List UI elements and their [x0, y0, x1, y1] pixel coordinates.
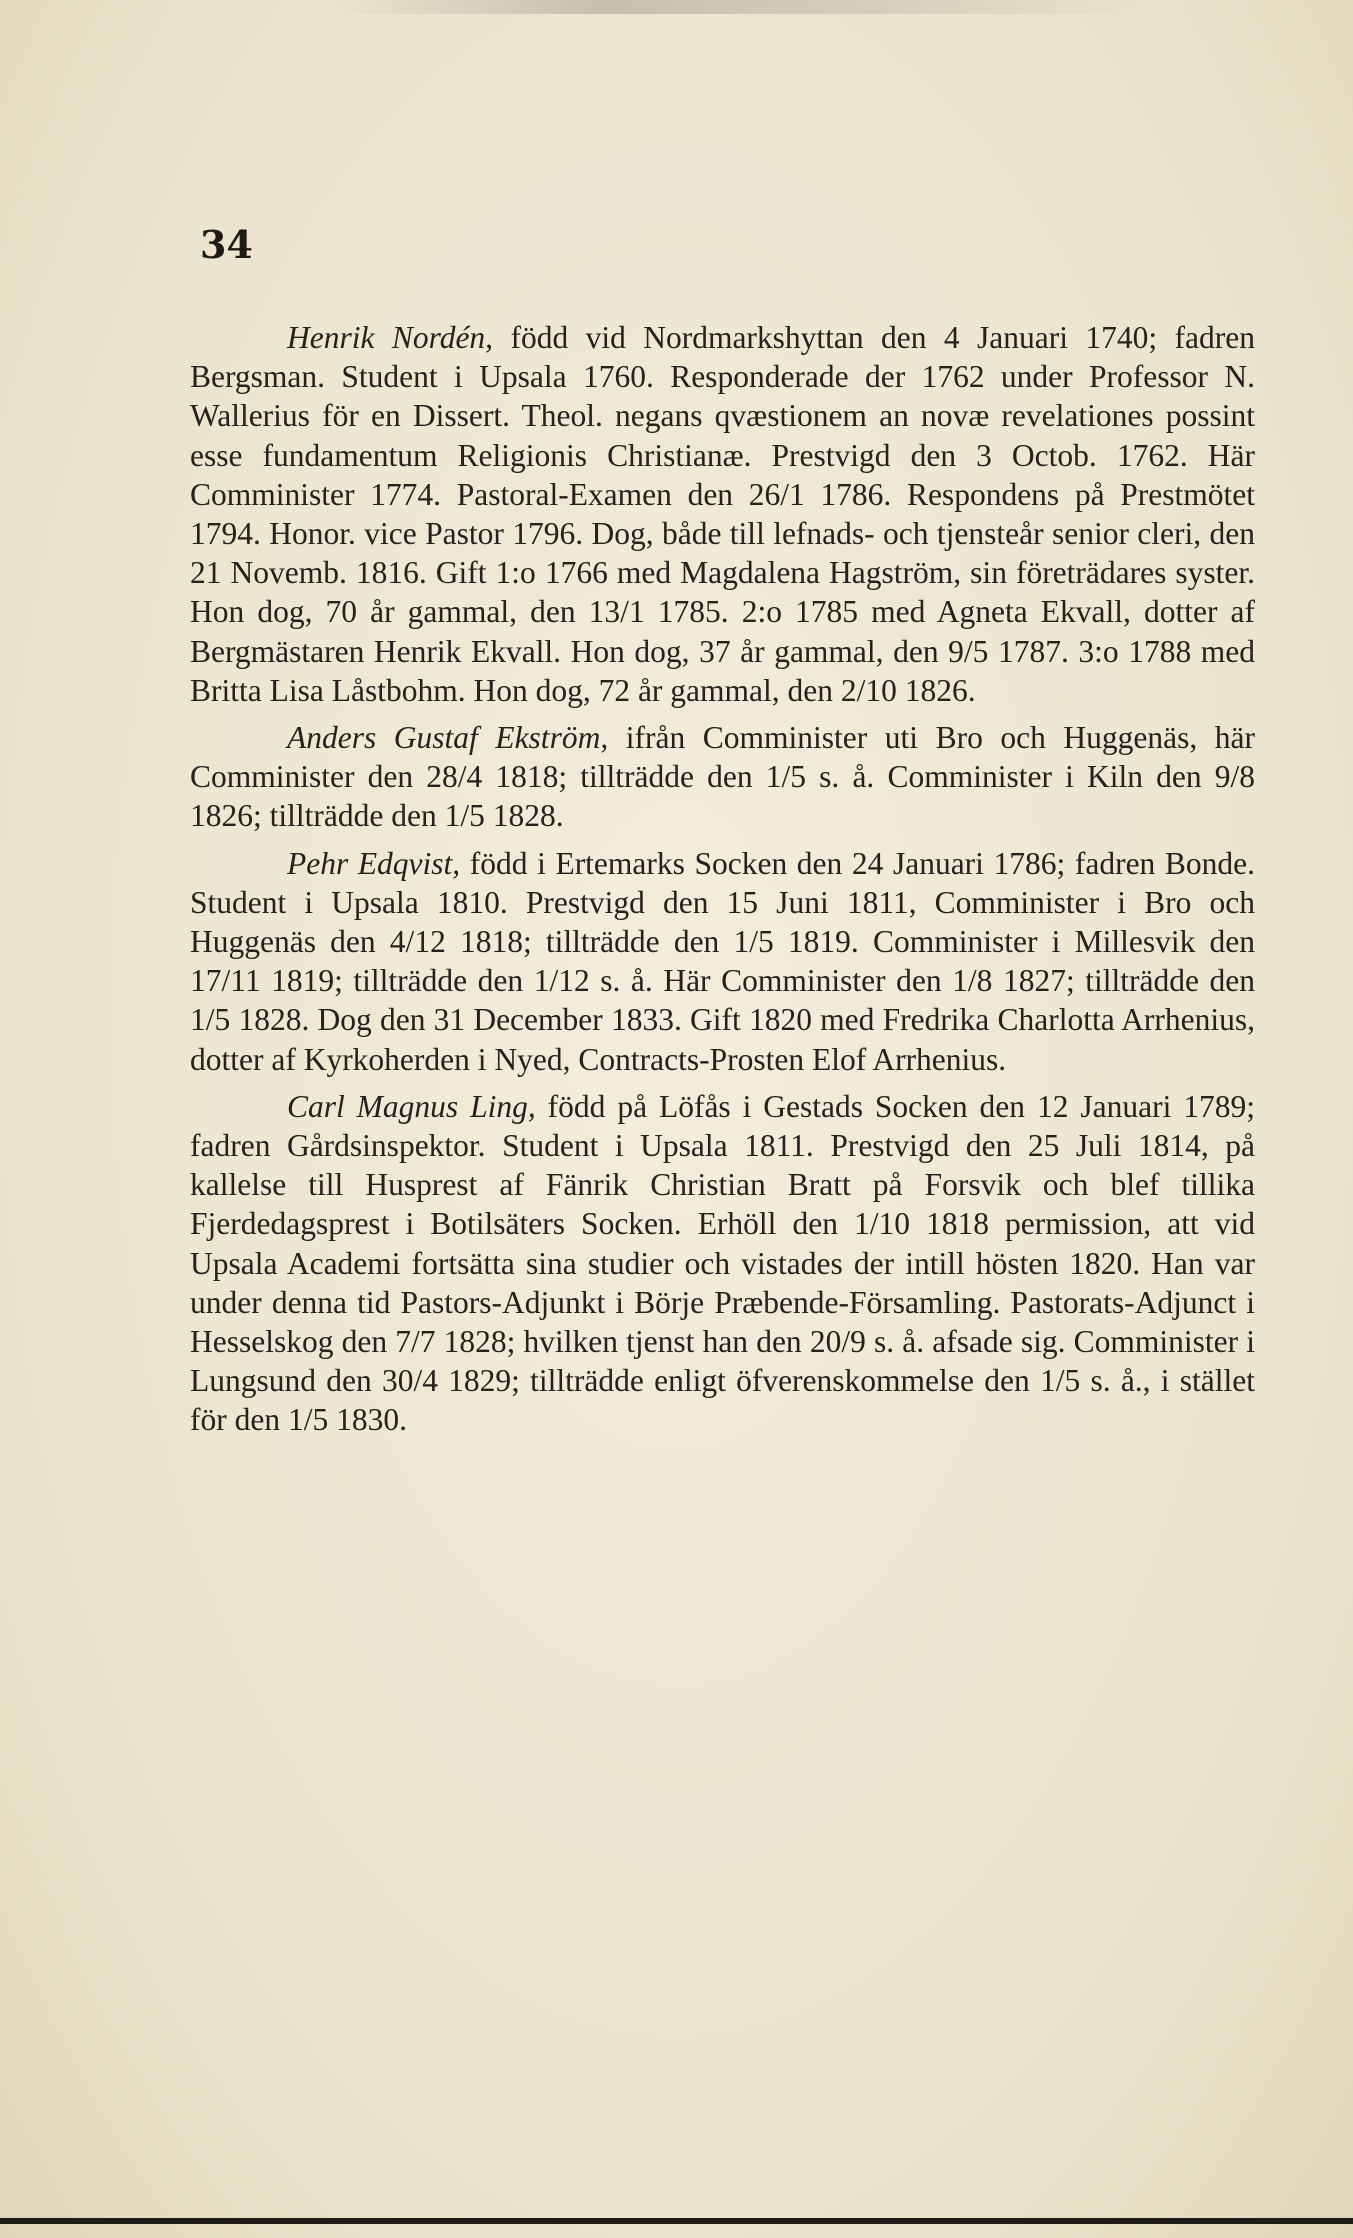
entry-text: ifrån Comminister uti Bro och Huggenäs, här Comminister den 28/4 1818; tillträdde den 1/5 s. å. Comminister i Kiln den 9/8 1826; tillträdde den 1/5 1828.	[190, 720, 1255, 834]
entry-name: Anders Gustaf Ekström,	[287, 720, 609, 756]
entry-carl-magnus-ling	[190, 1087, 1255, 1440]
body-text	[190, 318, 1255, 1448]
entry-name: Henrik Nordén,	[287, 320, 494, 355]
entry-henrik-norden	[190, 318, 1255, 710]
entry-text: född vid Nordmarkshyttan den 4 Januari 1740; fadren Bergsman. Student i Upsala 1760. Responderade der 1762 under Professor N. Wallerius för en Dissert. Theol. negans qvæstionem an novæ revelationes possint esse fundamentum Religionis Christianæ. Prestvigd den 3 Octob. 1762. Här Comminister 1774. Pastoral-Examen den 26/1 1786. Respondens på Prestmötet 1794. Honor. vice Pastor 1796. Dog, både till lefnads- och tjensteår senior cleri, den 21 Novemb. 1816. Gift 1:o 1766 med Magdalena Hagström, sin företrädares syster. Hon dog, 70 år gammal, den 13/1 1785. 2:o 1785 med Agneta Ekvall, dotter af Bergmästaren Henrik Ekvall. Hon dog, 37 år gammal, den 9/5 1787. 3:o 1788 med Britta Lisa Låstbohm. Hon dog, 72 år gammal, den 2/10 1826.	[190, 320, 1255, 708]
page-number: 34	[200, 222, 253, 267]
entry-name: Pehr Edqvist,	[287, 845, 461, 881]
entry-anders-gustaf-ekstrom	[190, 718, 1255, 836]
bottom-edge-rule	[0, 2218, 1353, 2224]
entry-text: född i Ertemarks Socken den 24 Januari 1786; fadren Bonde. Student i Upsala 1810. Prestvigd den 15 Juni 1811, Comminister i Bro och Huggenäs den 4/12 1818; tillträdde den 1/5 1819. Comminister i Millesvik den 17/11 1819; tillträdde den 1/12 s. å. Här Comminister den 1/8 1827; tillträdde den 1/5 1828. Dog den 31 December 1833. Gift 1820 med Fredrika Charlotta Arrhenius, dotter af Kyrkoherden i Nyed, Contracts-Prosten Elof Arrhenius.	[190, 845, 1256, 1077]
entry-text: född på Löfås i Gestads Socken den 12 Januari 1789; fadren Gårdsinspektor. Student i Upsala 1811. Prestvigd den 25 Juli 1814, på kallelse till Husprest af Fänrik Christian Bratt på Forsvik och blef tillika Fjerdedagsprest i Botilsäters Socken. Erhöll den 1/10 1818 permission, att vid Upsala Academi fortsätta sina studier och vistades der intill hösten 1820. Han var under denna tid Pastors-Adjunkt i Börje Præbende-Församling. Pastorats-Adjunct i Hesselskog den 7/7 1828; hvilken tjenst han den 20/9 s. å. afsade sig. Comminister i Lungsund den 30/4 1829; tillträdde enligt öfverenskommelse den 1/5 s. å., i stället för den 1/5 1830.	[190, 1088, 1255, 1438]
scan-smudge	[330, 0, 1150, 14]
entry-name: Carl Magnus Ling,	[287, 1088, 536, 1124]
entry-pehr-edqvist	[190, 844, 1255, 1079]
